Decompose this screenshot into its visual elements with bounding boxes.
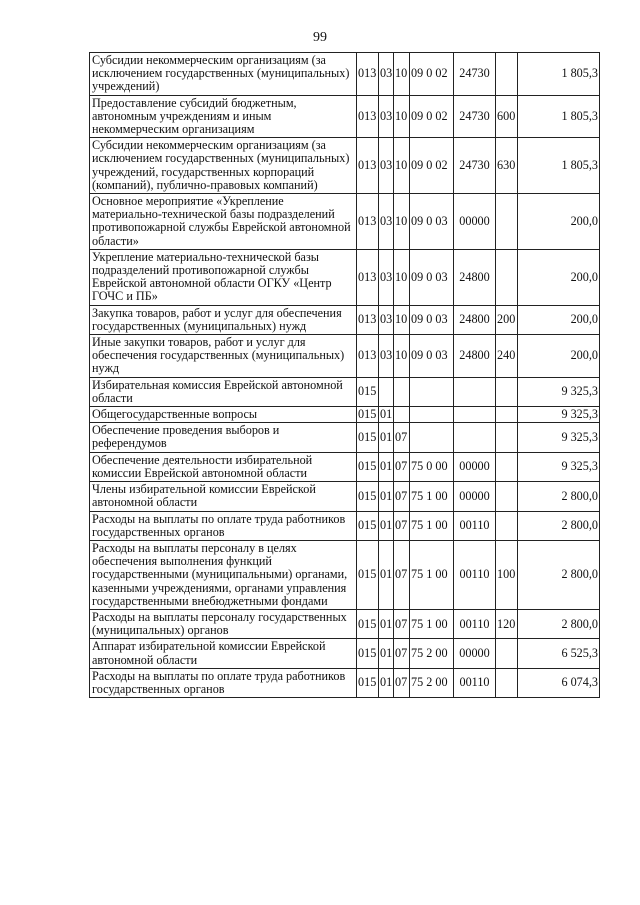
subsection-code-cell: 10: [394, 305, 410, 334]
department-code-cell: 013: [357, 249, 379, 305]
program-code-cell: 75 1 00: [410, 609, 454, 638]
subsection-code-cell: 10: [394, 53, 410, 96]
department-code-cell: 013: [357, 53, 379, 96]
subsection-code-cell: [394, 377, 410, 406]
row-name-cell: Обеспечение деятельности избирательной комиссии Еврейской автономной области: [90, 452, 357, 481]
subsection-code-cell: 10: [394, 138, 410, 194]
row-name-cell: Аппарат избирательной комиссии Еврейской автономной области: [90, 639, 357, 668]
expense-type-cell: 100: [496, 540, 518, 609]
direction-code-cell: [454, 407, 496, 423]
subsection-code-cell: 07: [394, 423, 410, 452]
program-code-cell: 09 0 02: [410, 138, 454, 194]
expense-type-cell: [496, 423, 518, 452]
program-code-cell: 75 0 00: [410, 452, 454, 481]
table-row: [90, 249, 600, 305]
table-row: [90, 540, 600, 609]
subsection-code-cell: 10: [394, 335, 410, 378]
expense-type-cell: [496, 407, 518, 423]
subsection-code-cell: 07: [394, 609, 410, 638]
subsection-code-cell: 07: [394, 668, 410, 697]
expense-type-cell: [496, 249, 518, 305]
table-row: [90, 511, 600, 540]
direction-code-cell: 00110: [454, 540, 496, 609]
section-code-cell: 01: [379, 452, 394, 481]
subsection-code-cell: 10: [394, 95, 410, 138]
section-code-cell: 03: [379, 335, 394, 378]
department-code-cell: 013: [357, 138, 379, 194]
section-code-cell: 01: [379, 423, 394, 452]
program-code-cell: 75 1 00: [410, 540, 454, 609]
expense-type-cell: 240: [496, 335, 518, 378]
amount-cell: 200,0: [518, 249, 600, 305]
row-name-cell: Избирательная комиссия Еврейской автономной области: [90, 377, 357, 406]
program-code-cell: 09 0 03: [410, 305, 454, 334]
section-code-cell: 01: [379, 511, 394, 540]
expense-type-cell: [496, 377, 518, 406]
table-row: [90, 138, 600, 194]
table-row: [90, 53, 600, 96]
program-code-cell: 09 0 02: [410, 95, 454, 138]
amount-cell: 6 525,3: [518, 639, 600, 668]
direction-code-cell: 24730: [454, 95, 496, 138]
section-code-cell: 03: [379, 194, 394, 250]
row-name-cell: Закупка товаров, работ и услуг для обеспечения государственных (муниципальных) нужд: [90, 305, 357, 334]
row-name-cell: Расходы на выплаты по оплате труда работников государственных органов: [90, 511, 357, 540]
amount-cell: 9 325,3: [518, 423, 600, 452]
amount-cell: 1 805,3: [518, 53, 600, 96]
expense-type-cell: 630: [496, 138, 518, 194]
row-name-cell: Расходы на выплаты персоналу государственных (муниципальных) органов: [90, 609, 357, 638]
expense-type-cell: [496, 53, 518, 96]
program-code-cell: 75 1 00: [410, 511, 454, 540]
direction-code-cell: [454, 423, 496, 452]
row-name-cell: Расходы на выплаты персоналу в целях обеспечения выполнения функций государственными (муниципальными) органами, казенными учреждениями, органами управления государственными внебюджетными фондами: [90, 540, 357, 609]
row-name-cell: Укрепление материально-технической базы подразделений противопожарной службы Еврейской автономной области ОГКУ «Центр ГОЧС и ПБ»: [90, 249, 357, 305]
section-code-cell: [379, 377, 394, 406]
section-code-cell: 03: [379, 249, 394, 305]
department-code-cell: 013: [357, 335, 379, 378]
direction-code-cell: 00000: [454, 452, 496, 481]
amount-cell: 1 805,3: [518, 138, 600, 194]
table-row: [90, 423, 600, 452]
subsection-code-cell: 07: [394, 511, 410, 540]
row-name-cell: Основное мероприятие «Укрепление материально-технической базы подразделений противопожарной службы Еврейской автономной области»: [90, 194, 357, 250]
section-code-cell: 03: [379, 138, 394, 194]
expense-type-cell: 200: [496, 305, 518, 334]
budget-table: [89, 52, 600, 698]
table-row: [90, 452, 600, 481]
amount-cell: 1 805,3: [518, 95, 600, 138]
table-row: [90, 482, 600, 511]
section-code-cell: 01: [379, 639, 394, 668]
expense-type-cell: [496, 452, 518, 481]
amount-cell: 2 800,0: [518, 482, 600, 511]
page-number: 99: [313, 30, 327, 45]
department-code-cell: 013: [357, 95, 379, 138]
direction-code-cell: 24730: [454, 53, 496, 96]
row-name-cell: Предоставление субсидий бюджетным, автономным учреждениям и иным некоммерческим организациям: [90, 95, 357, 138]
amount-cell: 2 800,0: [518, 540, 600, 609]
direction-code-cell: 00000: [454, 639, 496, 668]
program-code-cell: 09 0 03: [410, 335, 454, 378]
section-code-cell: 01: [379, 609, 394, 638]
row-name-cell: Субсидии некоммерческим организациям (за исключением государственных (муниципальных) учреждений): [90, 53, 357, 96]
table-row: [90, 335, 600, 378]
row-name-cell: Члены избирательной комиссии Еврейской автономной области: [90, 482, 357, 511]
program-code-cell: 09 0 03: [410, 194, 454, 250]
direction-code-cell: 24800: [454, 335, 496, 378]
department-code-cell: 015: [357, 482, 379, 511]
department-code-cell: 015: [357, 423, 379, 452]
row-name-cell: Обеспечение проведения выборов и референдумов: [90, 423, 357, 452]
expense-type-cell: [496, 668, 518, 697]
amount-cell: 6 074,3: [518, 668, 600, 697]
row-name-cell: Общегосударственные вопросы: [90, 407, 357, 423]
table-body: [90, 53, 600, 698]
department-code-cell: 015: [357, 407, 379, 423]
table-row: [90, 95, 600, 138]
department-code-cell: 015: [357, 377, 379, 406]
program-code-cell: 09 0 03: [410, 249, 454, 305]
amount-cell: 200,0: [518, 305, 600, 334]
subsection-code-cell: [394, 407, 410, 423]
amount-cell: 9 325,3: [518, 377, 600, 406]
program-code-cell: 09 0 02: [410, 53, 454, 96]
table-row: [90, 194, 600, 250]
department-code-cell: 015: [357, 609, 379, 638]
subsection-code-cell: 07: [394, 540, 410, 609]
section-code-cell: 01: [379, 540, 394, 609]
section-code-cell: 03: [379, 95, 394, 138]
section-code-cell: 03: [379, 53, 394, 96]
expense-type-cell: [496, 194, 518, 250]
direction-code-cell: 24800: [454, 305, 496, 334]
table-row: [90, 407, 600, 423]
subsection-code-cell: 10: [394, 194, 410, 250]
department-code-cell: 013: [357, 305, 379, 334]
section-code-cell: 01: [379, 482, 394, 511]
subsection-code-cell: 10: [394, 249, 410, 305]
amount-cell: 9 325,3: [518, 407, 600, 423]
direction-code-cell: 00000: [454, 194, 496, 250]
department-code-cell: 015: [357, 668, 379, 697]
subsection-code-cell: 07: [394, 639, 410, 668]
direction-code-cell: 00000: [454, 482, 496, 511]
expense-type-cell: [496, 482, 518, 511]
amount-cell: 200,0: [518, 335, 600, 378]
department-code-cell: 015: [357, 540, 379, 609]
expense-type-cell: [496, 511, 518, 540]
expense-type-cell: 120: [496, 609, 518, 638]
section-code-cell: 03: [379, 305, 394, 334]
department-code-cell: 013: [357, 194, 379, 250]
program-code-cell: 75 1 00: [410, 482, 454, 511]
row-name-cell: Иные закупки товаров, работ и услуг для обеспечения государственных (муниципальных) нужд: [90, 335, 357, 378]
row-name-cell: Расходы на выплаты по оплате труда работников государственных органов: [90, 668, 357, 697]
section-code-cell: 01: [379, 668, 394, 697]
amount-cell: 9 325,3: [518, 452, 600, 481]
direction-code-cell: 24800: [454, 249, 496, 305]
row-name-cell: Субсидии некоммерческим организациям (за исключением государственных (муниципальных) учреждений, государственных корпораций (компаний), публично-правовых компаний): [90, 138, 357, 194]
expense-type-cell: 600: [496, 95, 518, 138]
program-code-cell: 75 2 00: [410, 668, 454, 697]
table-row: [90, 377, 600, 406]
table-row: [90, 639, 600, 668]
table-row: [90, 668, 600, 697]
subsection-code-cell: 07: [394, 482, 410, 511]
program-code-cell: [410, 423, 454, 452]
amount-cell: 2 800,0: [518, 511, 600, 540]
amount-cell: 2 800,0: [518, 609, 600, 638]
expense-type-cell: [496, 639, 518, 668]
program-code-cell: [410, 377, 454, 406]
subsection-code-cell: 07: [394, 452, 410, 481]
program-code-cell: [410, 407, 454, 423]
table-row: [90, 305, 600, 334]
department-code-cell: 015: [357, 639, 379, 668]
department-code-cell: 015: [357, 511, 379, 540]
direction-code-cell: [454, 377, 496, 406]
program-code-cell: 75 2 00: [410, 639, 454, 668]
section-code-cell: 01: [380, 407, 393, 422]
table-row: [90, 609, 600, 638]
direction-code-cell: 00110: [454, 609, 496, 638]
department-code-cell: 015: [357, 452, 379, 481]
amount-cell: 200,0: [518, 194, 600, 250]
direction-code-cell: 24730: [454, 138, 496, 194]
direction-code-cell: 00110: [454, 668, 496, 697]
direction-code-cell: 00110: [454, 511, 496, 540]
